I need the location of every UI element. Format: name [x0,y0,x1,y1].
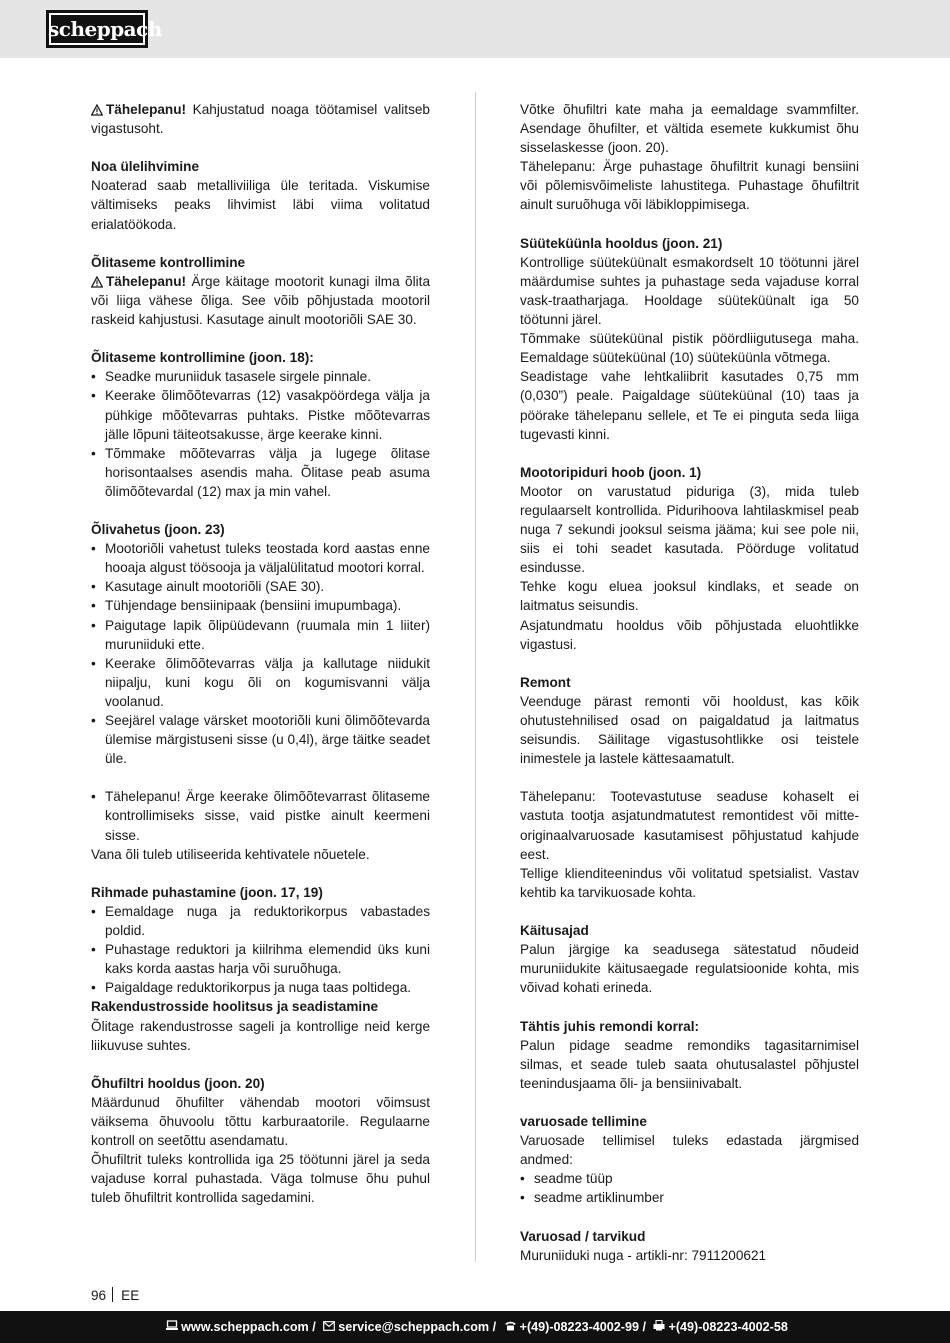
fax-icon [653,1311,665,1343]
bullet-list [91,367,430,501]
section-operating-times [520,921,859,997]
list-item: • Seejärel valage värsket mootoriõli kuni õlimõõtevarda ülemise märgistuseni sisse (u 0,4l), ärge täitke seadet üle. [91,711,430,768]
list-item: • Tühjendage bensiinipaak (bensiini imupumbaga). [91,596,430,615]
email-icon [323,1311,335,1343]
section-text: Õlitage rakendustrosse sageli ja kontrollige neid kerge liikuvuse suhtes. [91,1018,430,1053]
warning-triangle-icon [91,272,106,291]
section-title: Rakendustrosside hoolitsus ja seadistamine [91,999,379,1015]
page-number: 96 [91,1288,107,1303]
left-column [91,100,430,1207]
section-spark-plug [520,234,859,444]
section-air-filter-cont [520,100,859,215]
section-knife-sharpening [91,157,430,233]
bullet-list [91,539,430,768]
list-item: • seadme tüüp [520,1169,859,1188]
section-text: Muruniiduki nuga - artikli-nr: 7911200621 [520,1247,767,1263]
section-oil-change [91,520,430,864]
contact-bar [0,1311,950,1343]
section-repair-note [520,1017,859,1093]
section-repair [520,673,859,902]
warning-label: Tähelepanu! [106,273,187,289]
section-text: Tellige klienditeenindus või volitatud spetsialist. Vastav kehtib ka tarvikuosade kohta. [520,865,859,900]
section-title: Õlivahetus (joon. 23) [91,522,225,538]
section-text: Palun pidage seadme remondiks tagasitarnimisel silmas, et seade tuleb saata ohutusalastel põhjustel teenindusjaama õli- ja bensiinivabalt. [520,1037,859,1091]
section-title: Rihmade puhastamine (joon. 17, 19) [91,884,323,900]
email-link[interactable]: service@scheppach.com / [338,1320,497,1334]
section-spare-parts-order [520,1112,859,1207]
section-text: Vana õli tuleb utiliseerida kehtivatele nõuetele. [91,846,370,862]
section-text: Tähelepanu: Tootevastutuse seaduse kohaselt ei vastuta tootja asjatundmatutest remontidest või mitte-originaalvaruosade kasutamisest põhjustatud kahjude eest. [520,789,859,862]
section-cable-care [91,997,430,1054]
section-text: Noaterad saab metalliviiliga üle teritada. Viskumise vältimiseks peaks lihvimist läbi viima volitatud erialatöökoda. [91,178,430,232]
section-title: Tähtis juhis remondi korral: [520,1018,700,1034]
bullet-list [91,787,430,844]
section-belt-cleaning [91,883,430,998]
list-item: • seadme artiklinumber [520,1188,859,1207]
section-text: Võtke õhufiltri kate maha ja eemaldage svammfilter. Asendage õhufilter, et vältida esemete kukkumist õhu sisselaskesse (joon. 20). [520,102,859,156]
list-item: • Tõmmake mõõtevarras välja ja lugege õlitase horisontaalses asendis maha. Õlitase peab asuma õlimõõtevardal (12) max ja min vahel. [91,444,430,501]
list-item: • Paigutage lapik õlipüüdevann (ruumala min 1 liiter) muruniiduki ette. [91,616,430,654]
warning-label: Tähelepanu! [106,102,187,117]
list-item: • Paigaldage reduktorikorpus ja nuga taas poltidega. [91,978,430,997]
page-footer [91,1287,139,1305]
footer-separator [112,1287,113,1302]
section-oil-level-check [91,348,430,501]
section-title: Varuosad / tarvikud [520,1228,646,1244]
list-item: • Keerake õlimõõtevarras (12) vasakpöördega välja ja pühkige mõõtevarras puhtaks. Pistke mõõtevarras jälle lõpuni täiteotsakusse, ärge keerake kinni. [91,386,430,443]
section-text: Seadistage vahe lehtkaliibrit kasutades 0,75 mm (0,030”) peale. Paigaldage süüteküünal (10) taas ja pöörake tähelepanu sellele, et Te ei pinguta seda liiga tugevasti kinni. [520,369,859,442]
section-text: Veenduge pärast remonti või hooldust, kas kõik ohutustehnilised osad on paigaldatud ja laitmatus seisundis. Säilitage vigastusohtlikke osi teistele inimestele ja lastele kättesaamatult. [520,693,859,767]
section-air-filter [91,1074,430,1208]
phone-number: +(49)-08223-4002-99 / [519,1320,646,1334]
section-spare-parts [520,1227,859,1265]
brand-logo: scheppach [46,10,148,48]
website-link[interactable]: www.scheppach.com / [181,1320,316,1334]
section-title: Õlitaseme kontrollimine (joon. 18): [91,350,314,366]
section-text: Õhufiltrit tuleks kontrollida iga 25 töötunni järel ja seda vajaduse korral puhastada. Väga tolmuse õhu puhul tuleb õhufiltrit kontrollida sagedamini. [91,1152,430,1206]
list-item: • Kasutage ainult mootoriõli (SAE 30). [91,577,430,596]
section-text: Tehke kogu eluea jooksul kindlaks, et seade on laitmatus seisundis. [520,579,859,614]
right-column [520,100,859,1265]
list-item: • Tähelepanu! Ärge keerake õlimõõtevarrast õlitaseme kontrollimiseks sisse, vaid pistke ainult keermeni sisse. [91,787,430,844]
phone-icon [504,1311,517,1343]
section-title: Noa ülelihvimine [91,159,200,175]
section-engine-brake [520,463,859,654]
section-text: Kontrollige süüteküünalt esmakordselt 10 töötunni järel määrdumise suhtes ja puhastage seda vajaduse korral vask-traatharjaga. Hooldage süüteküünalt iga 50 töötunni järel. [520,254,859,328]
list-item: • Eemaldage nuga ja reduktorikorpus vabastades poldid. [91,902,430,940]
section-text: Palun järgige ka seadusega sätestatud nõudeid muruniidukite käitusaegade regulatsioonide kohta, mis võivad kohati erineda. [520,942,859,996]
header-bar [0,0,950,58]
section-text: Tähelepanu: Ärge puhastage õhufiltrit kunagi bensiini või põlemisvõimeliste lahustitega. Puhastage õhufiltrit ainult suruõhuga või läbikloppimisega. [520,159,859,213]
warning-text: Kahjustatud noaga töötamisel valitseb vigastusoht. [91,102,430,137]
section-text: Määrdunud õhufilter vähendab mootori võimsust väiksema õhuvoolu tõttu karburaatorile. Regulaarne kontroll on seetõttu asendamatu. [91,1094,430,1149]
knife-warning [91,100,430,138]
list-item: • Keerake õlimõõtevarras välja ja kallutage niidukit niipalju, kuni kogu õli on kogumisvanni välja voolanud. [91,654,430,711]
list-item: • Seadke muruniiduk tasasele sirgele pinnale. [91,367,430,386]
section-title: Mootoripiduri hoob (joon. 1) [520,464,702,480]
column-divider [475,92,476,1262]
section-title: Remont [520,674,571,690]
section-text: Tõmmake süüteküünal pistik pöördliigutusega maha. Eemaldage süüteküünal (10) süüteküünla võtmega. [520,331,859,366]
section-title: Käitusajad [520,923,589,939]
section-title: Õhufiltri hooldus (joon. 20) [91,1075,265,1091]
section-title: varuosade tellimine [520,1113,647,1129]
section-text: Varuosade tellimisel tuleks edastada järgmised andmed: [520,1133,859,1168]
section-text: Asjatundmatu hooldus võib põhjustada eluohtlikke vigastusi. [520,617,859,652]
language-code: EE [121,1288,140,1303]
section-oil-level [91,253,430,329]
section-text: Mootor on varustatud piduriga (3), mida tuleb regulaarselt kontrollida. Pidurihoova lahtilaskmisel peab nuga 7 sekundi jooksul seisma jääma; kui see pole nii, siis ei tohi seadet kasutada. Pöörduge volitatud esindusse. [520,483,859,576]
fax-number: +(49)-08223-4002-58 [668,1320,788,1334]
list-item: • Mootoriõli vahetust tuleks teostada kord aastas enne hooaja algust töösooja ja väljalülitatud mootori korral. [91,539,430,577]
warning-triangle-icon [91,100,106,119]
section-title: Süüteküünla hooldus (joon. 21) [520,235,723,251]
bullet-list [91,902,430,997]
list-item: • Puhastage reduktori ja kiilrihma elemendid üks kuni kaks korda aastas harja või suruõhuga. [91,940,430,978]
bullet-list [520,1169,859,1207]
warning-text: Ärge käitage mootorit kunagi ilma õlita või liiga vähese õliga. See võib põhjustada mootoril raskeid kahjustusi. Kasutage ainult mootoriõli SAE 30. [91,273,430,328]
section-title: Õlitaseme kontrollimine [91,254,246,270]
computer-icon [166,1311,178,1343]
